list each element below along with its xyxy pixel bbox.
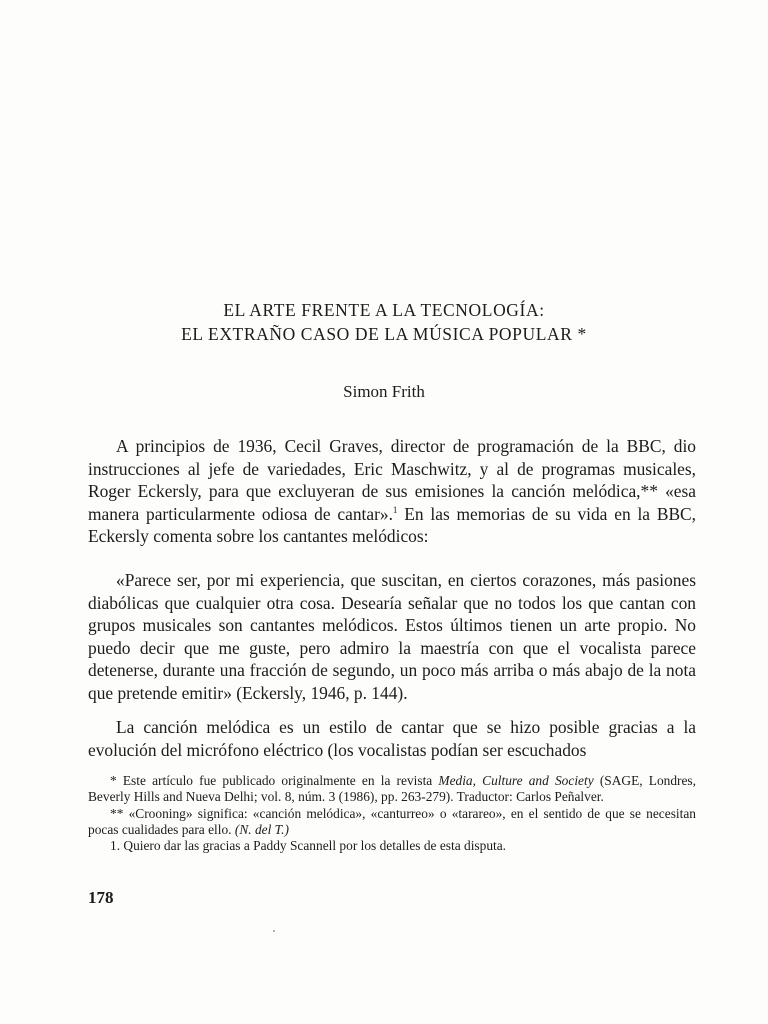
- title-line-2: EL EXTRAÑO CASO DE LA MÚSICA POPULAR *: [181, 324, 587, 344]
- paragraph-intro: [88, 435, 696, 548]
- title-line-1: EL ARTE FRENTE A LA TECNOLOGÍA:: [223, 300, 545, 320]
- footnote-mark: **: [110, 805, 124, 821]
- block-quote: «Parece ser, por mi experiencia, que suscitan, en ciertos corazones, más pasiones diabólicas que cualquier otra cosa. Desearía señalar que no todos los que cantan con grupos musicales son cantantes melódicos. Estos últimos tienen un arte propio. No puedo decir que me guste, pero admiro la maestría con que el vocalista parece detenerse, durante una fracción de segundo, un poco más arriba o más abajo de la nota que pretende emitir» (Eckersly, 1946, p. 144).: [88, 570, 696, 703]
- footnote-article: [88, 773, 696, 806]
- footnotes: [88, 773, 696, 854]
- author-name: Simon Frith: [343, 382, 425, 401]
- footnote-ref-1: 1: [392, 504, 398, 515]
- footnote-mark: *: [110, 773, 117, 788]
- translator-note: (N. del T.): [234, 821, 289, 837]
- footnote-text: (SAGE, Londres, Beverly Hills and Nueva Delhi; vol. 8, núm. 3 (1986), pp. 263-279). Traductor: Carlos Peñalver.: [88, 773, 696, 805]
- paragraph-intro-tail: En las memorias de su vida en la BBC, Eckersly comenta sobre los cantantes melódicos:: [88, 503, 696, 546]
- footnote-1: [88, 838, 696, 854]
- scan-speck: [273, 930, 275, 932]
- footnote-mark: 1.: [110, 838, 121, 854]
- footnote-translator: [88, 806, 696, 839]
- page-number: 178: [88, 888, 114, 907]
- journal-name: Media, Culture and Society: [438, 773, 594, 788]
- footnote-text: Quiero dar las gracias a Paddy Scannell por los detalles de esta disputa.: [120, 838, 507, 854]
- footnote-text: Este artículo fue publicado originalmente en la revista: [116, 773, 439, 788]
- article-title: [0, 298, 768, 346]
- paragraph-intro-text: A principios de 1936, Cecil Graves, director de programación de la BBC, dio instrucciones al jefe de variedades, Eric Maschwitz, y al de programas musicales, Roger Eckersly, para que excluyeran de sus emisiones la canción melódica,** «esa manera particularmente odiosa de cantar».: [88, 436, 696, 524]
- footnote-text: «Crooning» significa: «canción melódica», «canturreo» o «tarareo», en el sentido de que se necesitan pocas cualidades para ello.: [88, 805, 696, 837]
- paragraph-crooning: La canción melódica es un estilo de cantar que se hizo posible gracias a la evolución del micrófono eléctrico (los vocalistas podían ser escuchados: [88, 717, 696, 760]
